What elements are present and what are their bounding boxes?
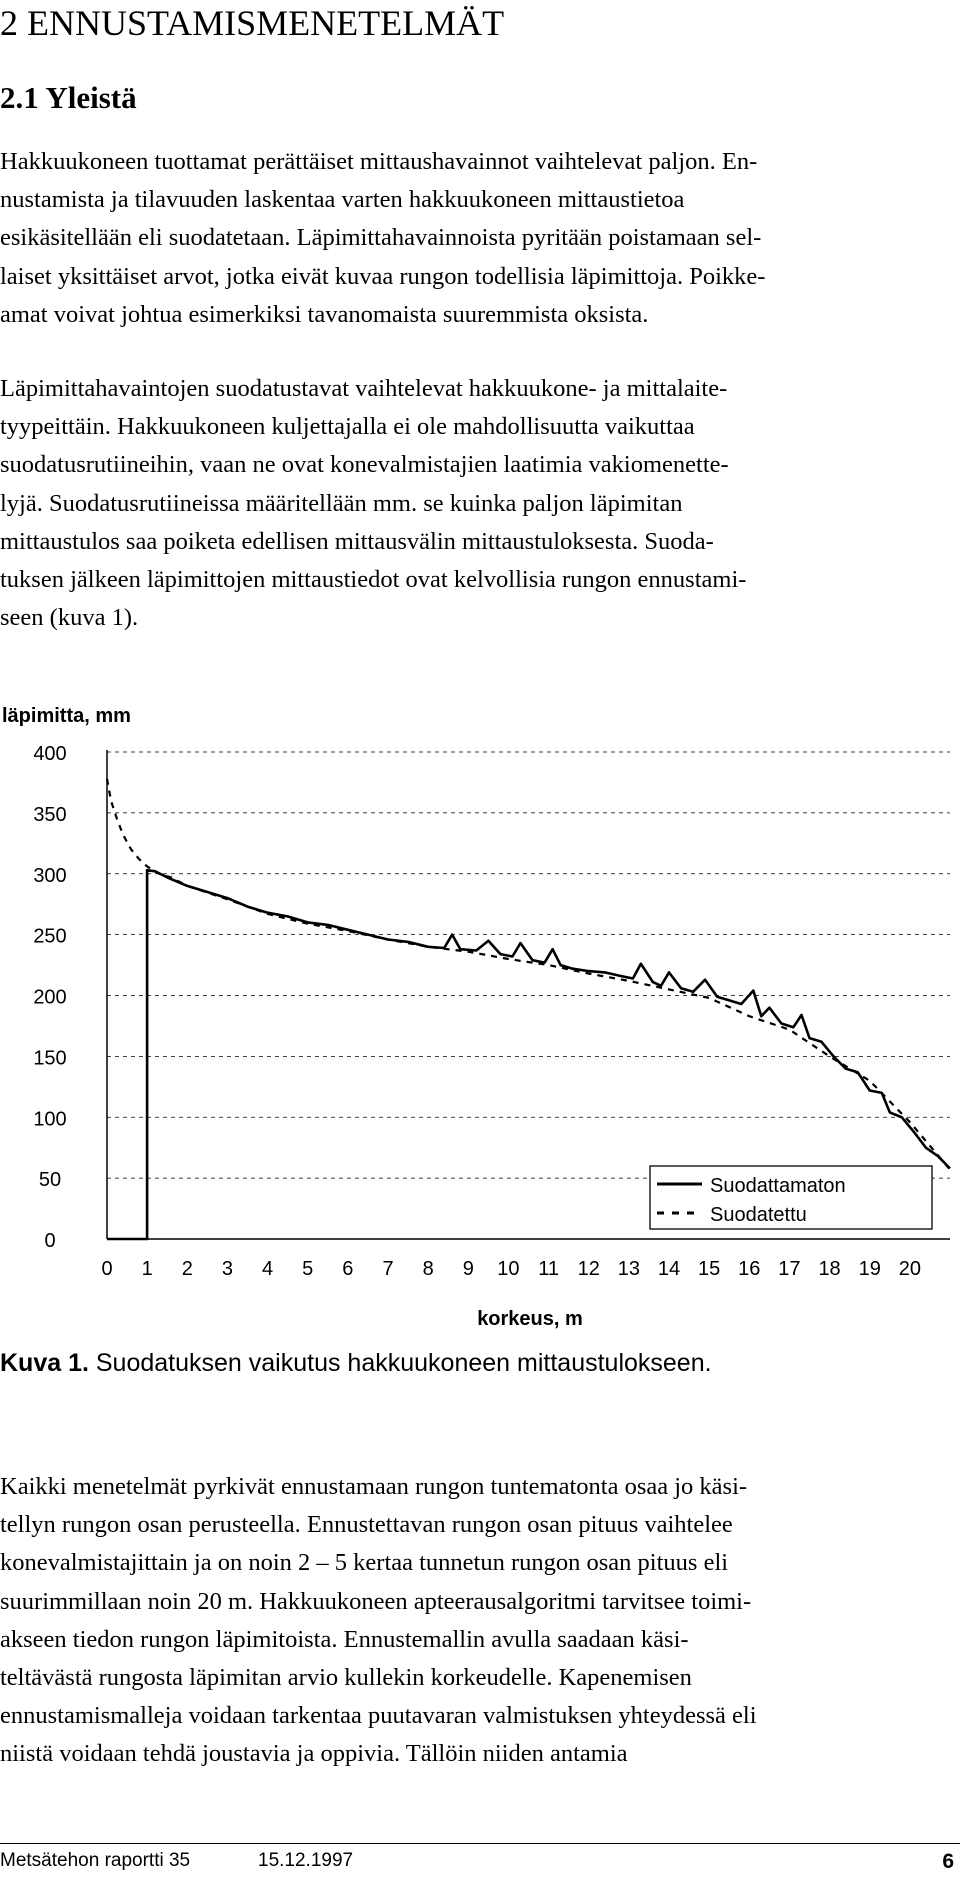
x-tick-label: 7 bbox=[382, 1258, 394, 1280]
x-tick-label: 15 bbox=[698, 1258, 721, 1280]
footer-date: 15.12.1997 bbox=[258, 1850, 354, 1871]
x-tick-label: 12 bbox=[577, 1258, 600, 1280]
x-tick-label: 3 bbox=[221, 1258, 233, 1280]
paragraph-line: konevalmistajittain ja on noin 2 – 5 kertaa tunnetun rungon osan pituus eli bbox=[0, 1549, 729, 1577]
subsection-heading: 2.1 Yleistä bbox=[0, 80, 137, 115]
paragraph-line: esikäsitellään eli suodatetaan. Läpimittahavainnoista pyritään poistamaan sel- bbox=[0, 224, 762, 252]
x-tick-label: 18 bbox=[818, 1258, 841, 1280]
section-heading: 2 ENNUSTAMISMENETELMÄT bbox=[0, 3, 505, 43]
x-tick-label: 6 bbox=[342, 1258, 354, 1280]
paragraph-line: amat voivat johtua esimerkiksi tavanomaista suuremmista oksista. bbox=[0, 300, 649, 328]
y-axis-label: läpimitta, mm bbox=[2, 705, 131, 727]
paragraph-line: Läpimittahavaintojen suodatustavat vaihtelevat hakkuukone- ja mittalaite- bbox=[0, 375, 728, 402]
y-tick-label: 150 bbox=[33, 1047, 67, 1070]
paragraph-line: mittaustulos saa poiketa edellisen mittausvälin mittaustuloksesta. Suoda- bbox=[0, 527, 714, 555]
paragraph-line: tellyn rungon osan perusteella. Ennustettavan rungon osan pituus vaihtelee bbox=[0, 1511, 733, 1539]
y-tick-label: 300 bbox=[33, 864, 67, 887]
paragraph-line: ennustamismalleja voidaan tarkentaa puutavaran valmistuksen yhteydessä eli bbox=[0, 1702, 757, 1730]
legend-entry-unfiltered: Suodattamaton bbox=[710, 1175, 846, 1197]
y-tick-label: 50 bbox=[38, 1169, 62, 1192]
footer-rule bbox=[0, 1843, 960, 1844]
caption-text: Suodatuksen vaikutus hakkuukoneen mittaustulokseen. bbox=[88, 1349, 712, 1377]
x-tick-labels bbox=[101, 1258, 921, 1280]
y-tick-label: 250 bbox=[33, 925, 67, 948]
x-tick-label: 9 bbox=[462, 1258, 474, 1280]
paragraph-line: Hakkuukoneen tuottamat perättäiset mittaushavainnot vaihtelevat paljon. En- bbox=[0, 148, 758, 175]
paragraph-line: tuksen jälkeen läpimittojen mittaustiedot ovat kelvollisia rungon ennustami- bbox=[0, 566, 747, 594]
x-tick-label: 17 bbox=[778, 1258, 801, 1280]
x-axis-label: korkeus, m bbox=[477, 1308, 583, 1330]
y-tick-label: 100 bbox=[33, 1108, 67, 1131]
paragraph-line: lyjä. Suodatusrutiineissa määritellään mm. se kuinka paljon läpimitan bbox=[0, 489, 683, 517]
paragraph-1 bbox=[0, 143, 956, 334]
footer-report-name: Metsätehon raportti 35 bbox=[0, 1850, 191, 1871]
paragraph-line: akseen tiedon rungon läpimitoista. Ennustemallin avulla saadaan käsi- bbox=[0, 1625, 689, 1653]
paragraph-line: laiset yksittäiset arvot, jotka eivät kuvaa rungon todellisia läpimittoja. Poikke- bbox=[0, 262, 766, 290]
paragraph-line: Kaikki menetelmät pyrkivät ennustamaan rungon tuntematonta osaa jo käsi- bbox=[0, 1473, 748, 1500]
x-tick-label: 10 bbox=[497, 1258, 520, 1280]
x-tick-label: 11 bbox=[538, 1258, 559, 1280]
page-number: 6 bbox=[942, 1850, 954, 1873]
paragraph-line: nustamista ja tilavuuden laskentaa varten hakkuukoneen mittaustietoa bbox=[0, 186, 685, 214]
x-tick-label: 0 bbox=[101, 1258, 113, 1280]
x-tick-label: 1 bbox=[141, 1258, 153, 1280]
paragraph-line: suurimmillaan noin 20 m. Hakkuukoneen apteerausalgoritmi tarvitsee toimi- bbox=[0, 1587, 752, 1615]
paragraph-line: teltävästä rungosta läpimitan arvio kullekin korkeudelle. Kapenemisen bbox=[0, 1664, 692, 1692]
paragraph-line: niistä voidaan tehdä joustavia ja oppivia. Tällöin niiden antamia bbox=[0, 1740, 628, 1768]
x-tick-label: 4 bbox=[262, 1258, 274, 1280]
paragraph-line: suodatusrutiineihin, vaan ne ovat konevalmistajien laatimia vakiomenette- bbox=[0, 451, 729, 479]
legend-entry-filtered: Suodatettu bbox=[710, 1204, 807, 1226]
figure-caption bbox=[0, 1349, 712, 1378]
x-tick-label: 16 bbox=[738, 1258, 761, 1280]
x-tick-label: 2 bbox=[181, 1258, 193, 1280]
paragraph-line: tyypeittäin. Hakkuukoneen kuljettajalla ei ole mahdollisuutta vaikuttaa bbox=[0, 413, 695, 441]
x-tick-label: 14 bbox=[657, 1258, 681, 1280]
y-tick-label: 400 bbox=[33, 743, 67, 765]
paragraph-line: seen (kuva 1). bbox=[0, 604, 139, 632]
diameter-chart bbox=[0, 700, 960, 1340]
x-tick-label: 20 bbox=[898, 1258, 921, 1280]
paragraph-2 bbox=[0, 370, 956, 637]
chart-legend bbox=[650, 1166, 932, 1229]
y-tick-labels bbox=[33, 743, 66, 1252]
paragraph-3 bbox=[0, 1468, 956, 1774]
y-tick-label: 350 bbox=[33, 803, 67, 826]
x-tick-label: 13 bbox=[617, 1258, 640, 1280]
series-line-filtered bbox=[107, 779, 950, 1170]
x-tick-label: 19 bbox=[858, 1258, 881, 1280]
caption-label: Kuva 1. bbox=[0, 1349, 89, 1377]
y-tick-label: 200 bbox=[33, 986, 67, 1009]
x-tick-label: 5 bbox=[302, 1258, 314, 1280]
x-tick-label: 8 bbox=[422, 1258, 434, 1280]
y-tick-label: 0 bbox=[44, 1230, 56, 1252]
